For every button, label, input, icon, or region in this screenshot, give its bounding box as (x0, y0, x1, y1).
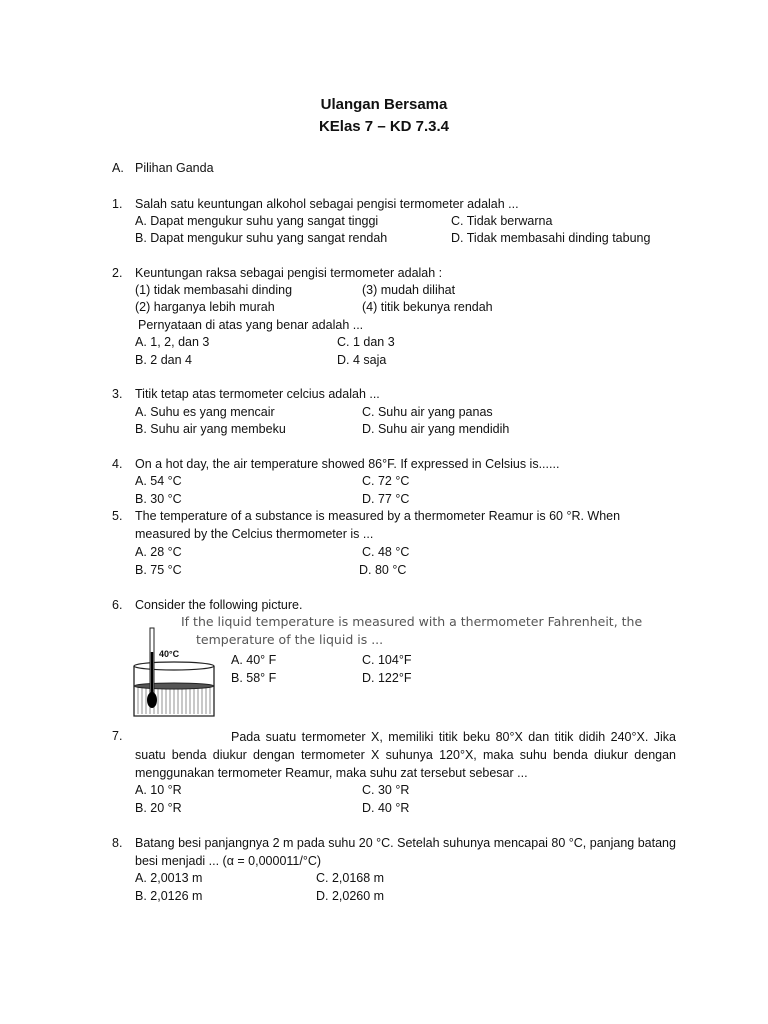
section-label: A. (112, 161, 124, 175)
q4-option-d: D. 77 °C (362, 492, 410, 506)
q1-option-b: B. Dapat mengukur suhu yang sangat rendah (135, 231, 388, 245)
q7-option-b: B. 20 °R (135, 801, 182, 815)
q2-option-c: C. 1 dan 3 (337, 335, 395, 349)
q6-number: 6. (112, 598, 123, 612)
q1-option-a: A. Dapat mengukur suhu yang sangat tinggi (135, 214, 379, 228)
q7-number: 7. (112, 729, 123, 743)
q5-number: 5. (112, 509, 123, 523)
q3-option-b: B. Suhu air yang membeku (135, 422, 286, 436)
q6-text: Consider the following picture. (135, 598, 303, 612)
q3-option-d: D. Suhu air yang mendidih (362, 422, 510, 436)
q2-option-b: B. 2 dan 4 (135, 353, 192, 367)
q8-option-a: A. 2,0013 m (135, 871, 203, 885)
q6-subtext-line1: If the liquid temperature is measured with a thermometer Fahrenheit, the (181, 614, 643, 629)
q3-text: Titik tetap atas termometer celcius adalah ... (135, 387, 380, 401)
section-name: Pilihan Ganda (135, 161, 214, 175)
q4-number: 4. (112, 457, 123, 471)
q6-option-a: A. 40° F (231, 653, 277, 667)
q5-text-line1: The temperature of a substance is measured by a thermometer Reamur is 60 °R. When (135, 509, 621, 523)
q7-option-d: D. 40 °R (362, 801, 410, 815)
q2-option-d: D. 4 saja (337, 353, 387, 367)
q2-option-a: A. 1, 2, dan 3 (135, 335, 210, 349)
q8-number: 8. (112, 836, 123, 850)
q2-statement-3: (3) mudah dilihat (362, 283, 456, 297)
q2-statement-4: (4) titik bekunya rendah (362, 300, 493, 314)
q8-text-line2: besi menjadi ... (α = 0,000011/°C) (135, 854, 322, 868)
q1-number: 1. (112, 197, 123, 211)
q3-option-a: A. Suhu es yang mencair (135, 405, 275, 419)
beaker-thermometer-figure (128, 624, 224, 720)
q6-figure-label: 40°C (159, 649, 180, 659)
q5-option-a: A. 28 °C (135, 545, 182, 559)
q7-text: Pada suatu termometer X, memiliki titik beku 80°X dan titik didih 240°X. Jika suatu benda diukur dengan termometer X suhunya 120°X, maka suhu benda diukur dengan menggunakan termometer Reamur, maka suhu zat tersebut sebesar ... (135, 730, 676, 780)
q1-option-c: C. Tidak berwarna (451, 214, 553, 228)
q2-text: Keuntungan raksa sebagai pengisi termometer adalah : (135, 266, 443, 280)
q1-text: Salah satu keuntungan alkohol sebagai pengisi termometer adalah ... (135, 197, 519, 211)
q4-option-c: C. 72 °C (362, 474, 410, 488)
q3-option-c: C. Suhu air yang panas (362, 405, 493, 419)
q1-option-d: D. Tidak membasahi dinding tabung (451, 231, 651, 245)
q5-option-d: D. 80 °C (359, 563, 407, 577)
q8-option-b: B. 2,0126 m (135, 889, 203, 903)
q5-text-line2: measured by the Celcius thermometer is ... (135, 527, 374, 541)
q6-subtext-line2: temperature of the liquid is ... (196, 632, 384, 647)
q2-statement-prompt: Pernyataan di atas yang benar adalah ... (138, 318, 364, 332)
q7-option-a: A. 10 °R (135, 783, 182, 797)
q8-text-line1: Batang besi panjangnya 2 m pada suhu 20 °C. Setelah suhunya mencapai 80 °C, panjang batang (135, 836, 676, 850)
q5-option-b: B. 75 °C (135, 563, 182, 577)
q2-number: 2. (112, 266, 123, 280)
q4-text: On a hot day, the air temperature showed 86°F. If expressed in Celsius is...... (135, 457, 560, 471)
q6-option-d: D. 122°F (362, 671, 412, 685)
q6-option-c: C. 104°F (362, 653, 412, 667)
page-title: Ulangan Bersama (320, 96, 448, 113)
q7-option-c: C. 30 °R (362, 783, 410, 797)
page-subtitle: KElas 7 – KD 7.3.4 (318, 118, 450, 135)
q4-option-a: A. 54 °C (135, 474, 182, 488)
q6-option-b: B. 58° F (231, 671, 277, 685)
q2-statement-2: (2) harganya lebih murah (135, 300, 275, 314)
q2-statement-1: (1) tidak membasahi dinding (135, 283, 293, 297)
q5-option-c: C. 48 °C (362, 545, 410, 559)
q8-option-d: D. 2,0260 m (316, 889, 385, 903)
q4-option-b: B. 30 °C (135, 492, 182, 506)
q3-number: 3. (112, 387, 123, 401)
q8-option-c: C. 2,0168 m (316, 871, 385, 885)
